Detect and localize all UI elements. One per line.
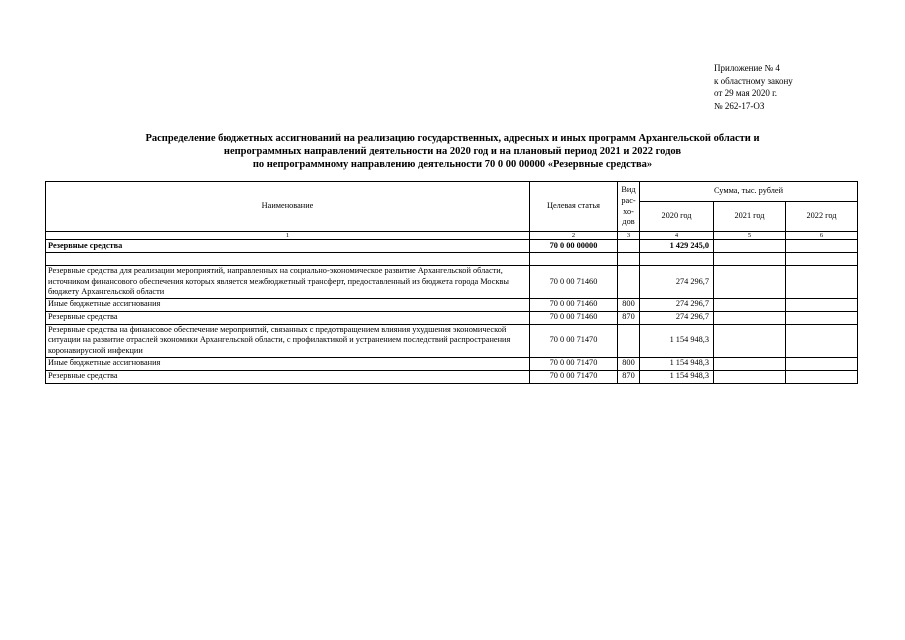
header-sum: Сумма, тыс. рублей: [640, 182, 858, 202]
row-sum-2022: [786, 240, 858, 253]
table-row-empty: [46, 253, 858, 266]
table-row: [46, 298, 858, 311]
row-name: Резервные средства на финансовое обеспечение мероприятий, связанных с предотвращением влияния ухудшения экономической ситуации на развитие отраслей экономики Архангельской области, с профилактикой и устранением последствий распространения коронавирусной инфекции: [46, 324, 530, 357]
header-name: Наименование: [46, 182, 530, 232]
title-line: непрограммных направлений деятельности на 2020 год и на плановый период 2021 и 2022 годов: [223, 146, 682, 157]
header-article: [530, 182, 618, 232]
header-expense-type: Вид рас-хо-дов: [618, 182, 640, 232]
column-number: 1: [46, 232, 530, 240]
row-article: 70 0 00 71470: [530, 324, 618, 357]
header-row: [46, 182, 858, 202]
row-sum-2021: [714, 240, 786, 253]
empty-cell: [786, 253, 858, 266]
row-expense-type: 870: [618, 311, 640, 324]
row-sum-2021: [714, 324, 786, 357]
row-sum-2020: 1 154 948,3: [640, 357, 714, 370]
row-sum-2021: [714, 357, 786, 370]
row-article: 70 0 00 71470: [530, 370, 618, 383]
row-sum-2020: 1 429 245,0: [640, 240, 714, 253]
empty-cell: [618, 253, 640, 266]
row-sum-2021: [714, 370, 786, 383]
column-numbers-row: [46, 232, 858, 240]
row-sum-2022: [786, 324, 858, 357]
header-year-2022: 2022 год: [786, 202, 858, 232]
row-article: 70 0 00 71460: [530, 298, 618, 311]
row-name: Резервные средства: [46, 240, 530, 253]
table-row: [46, 266, 858, 299]
row-sum-2021: [714, 266, 786, 299]
row-sum-2021: [714, 298, 786, 311]
empty-cell: [46, 253, 530, 266]
row-name: Резервные средства: [46, 370, 530, 383]
table-row: [46, 311, 858, 324]
row-article: 70 0 00 71470: [530, 357, 618, 370]
row-name: Резервные средства для реализации мероприятий, направленных на социально-экономическое развитие Архангельской области, источником финансового обеспечения которых является межбюджетный трансферт, предоставленный из бюджета города Москвы бюджету Архангельской области: [46, 266, 530, 299]
row-sum-2020: 274 296,7: [640, 266, 714, 299]
appendix-header: [714, 62, 793, 112]
row-expense-type: [618, 324, 640, 357]
appendix-line: к областному закону: [714, 75, 793, 86]
column-number: 5: [714, 232, 786, 240]
row-article: 70 0 00 00000: [530, 240, 618, 253]
row-expense-type: [618, 266, 640, 299]
row-sum-2022: [786, 311, 858, 324]
table-row: [46, 324, 858, 357]
empty-cell: [530, 253, 618, 266]
row-sum-2022: [786, 266, 858, 299]
row-sum-2020: 274 296,7: [640, 311, 714, 324]
document-title: [0, 132, 905, 171]
table-row: [46, 370, 858, 383]
row-sum-2020: 1 154 948,3: [640, 324, 714, 357]
row-sum-2020: 1 154 948,3: [640, 370, 714, 383]
column-number: 4: [640, 232, 714, 240]
row-sum-2022: [786, 357, 858, 370]
row-sum-2020: 274 296,7: [640, 298, 714, 311]
appendix-line: Приложение № 4: [714, 63, 780, 73]
column-number: 2: [530, 232, 618, 240]
table-row: [46, 357, 858, 370]
row-expense-type: 800: [618, 298, 640, 311]
empty-cell: [640, 253, 714, 266]
title-line: Распределение бюджетных ассигнований на реализацию государственных, адресных и иных программ Архангельской области и: [145, 133, 760, 144]
header-year-2020: 2020 год: [640, 202, 714, 232]
row-sum-2022: [786, 298, 858, 311]
row-expense-type: [618, 240, 640, 253]
appendix-line: № 262-17-ОЗ: [714, 100, 765, 111]
row-name: Резервные средства: [46, 311, 530, 324]
title-line: по непрограммному направлению деятельности 70 0 00 00000 «Резервные средства»: [252, 159, 653, 170]
row-article: 70 0 00 71460: [530, 311, 618, 324]
row-name: Иные бюджетные ассигнования: [46, 357, 530, 370]
table-row: [46, 240, 858, 253]
row-expense-type: 870: [618, 370, 640, 383]
column-number: 3: [618, 232, 640, 240]
column-number: 6: [786, 232, 858, 240]
appendix-line: от 29 мая 2020 г.: [714, 88, 778, 98]
empty-cell: [714, 253, 786, 266]
header-article-label: Целевая статья: [547, 201, 600, 211]
header-year-2021: 2021 год: [714, 202, 786, 232]
row-name: Иные бюджетные ассигнования: [46, 298, 530, 311]
row-sum-2021: [714, 311, 786, 324]
row-expense-type: 800: [618, 357, 640, 370]
row-sum-2022: [786, 370, 858, 383]
row-article: 70 0 00 71460: [530, 266, 618, 299]
budget-table: [45, 181, 858, 384]
